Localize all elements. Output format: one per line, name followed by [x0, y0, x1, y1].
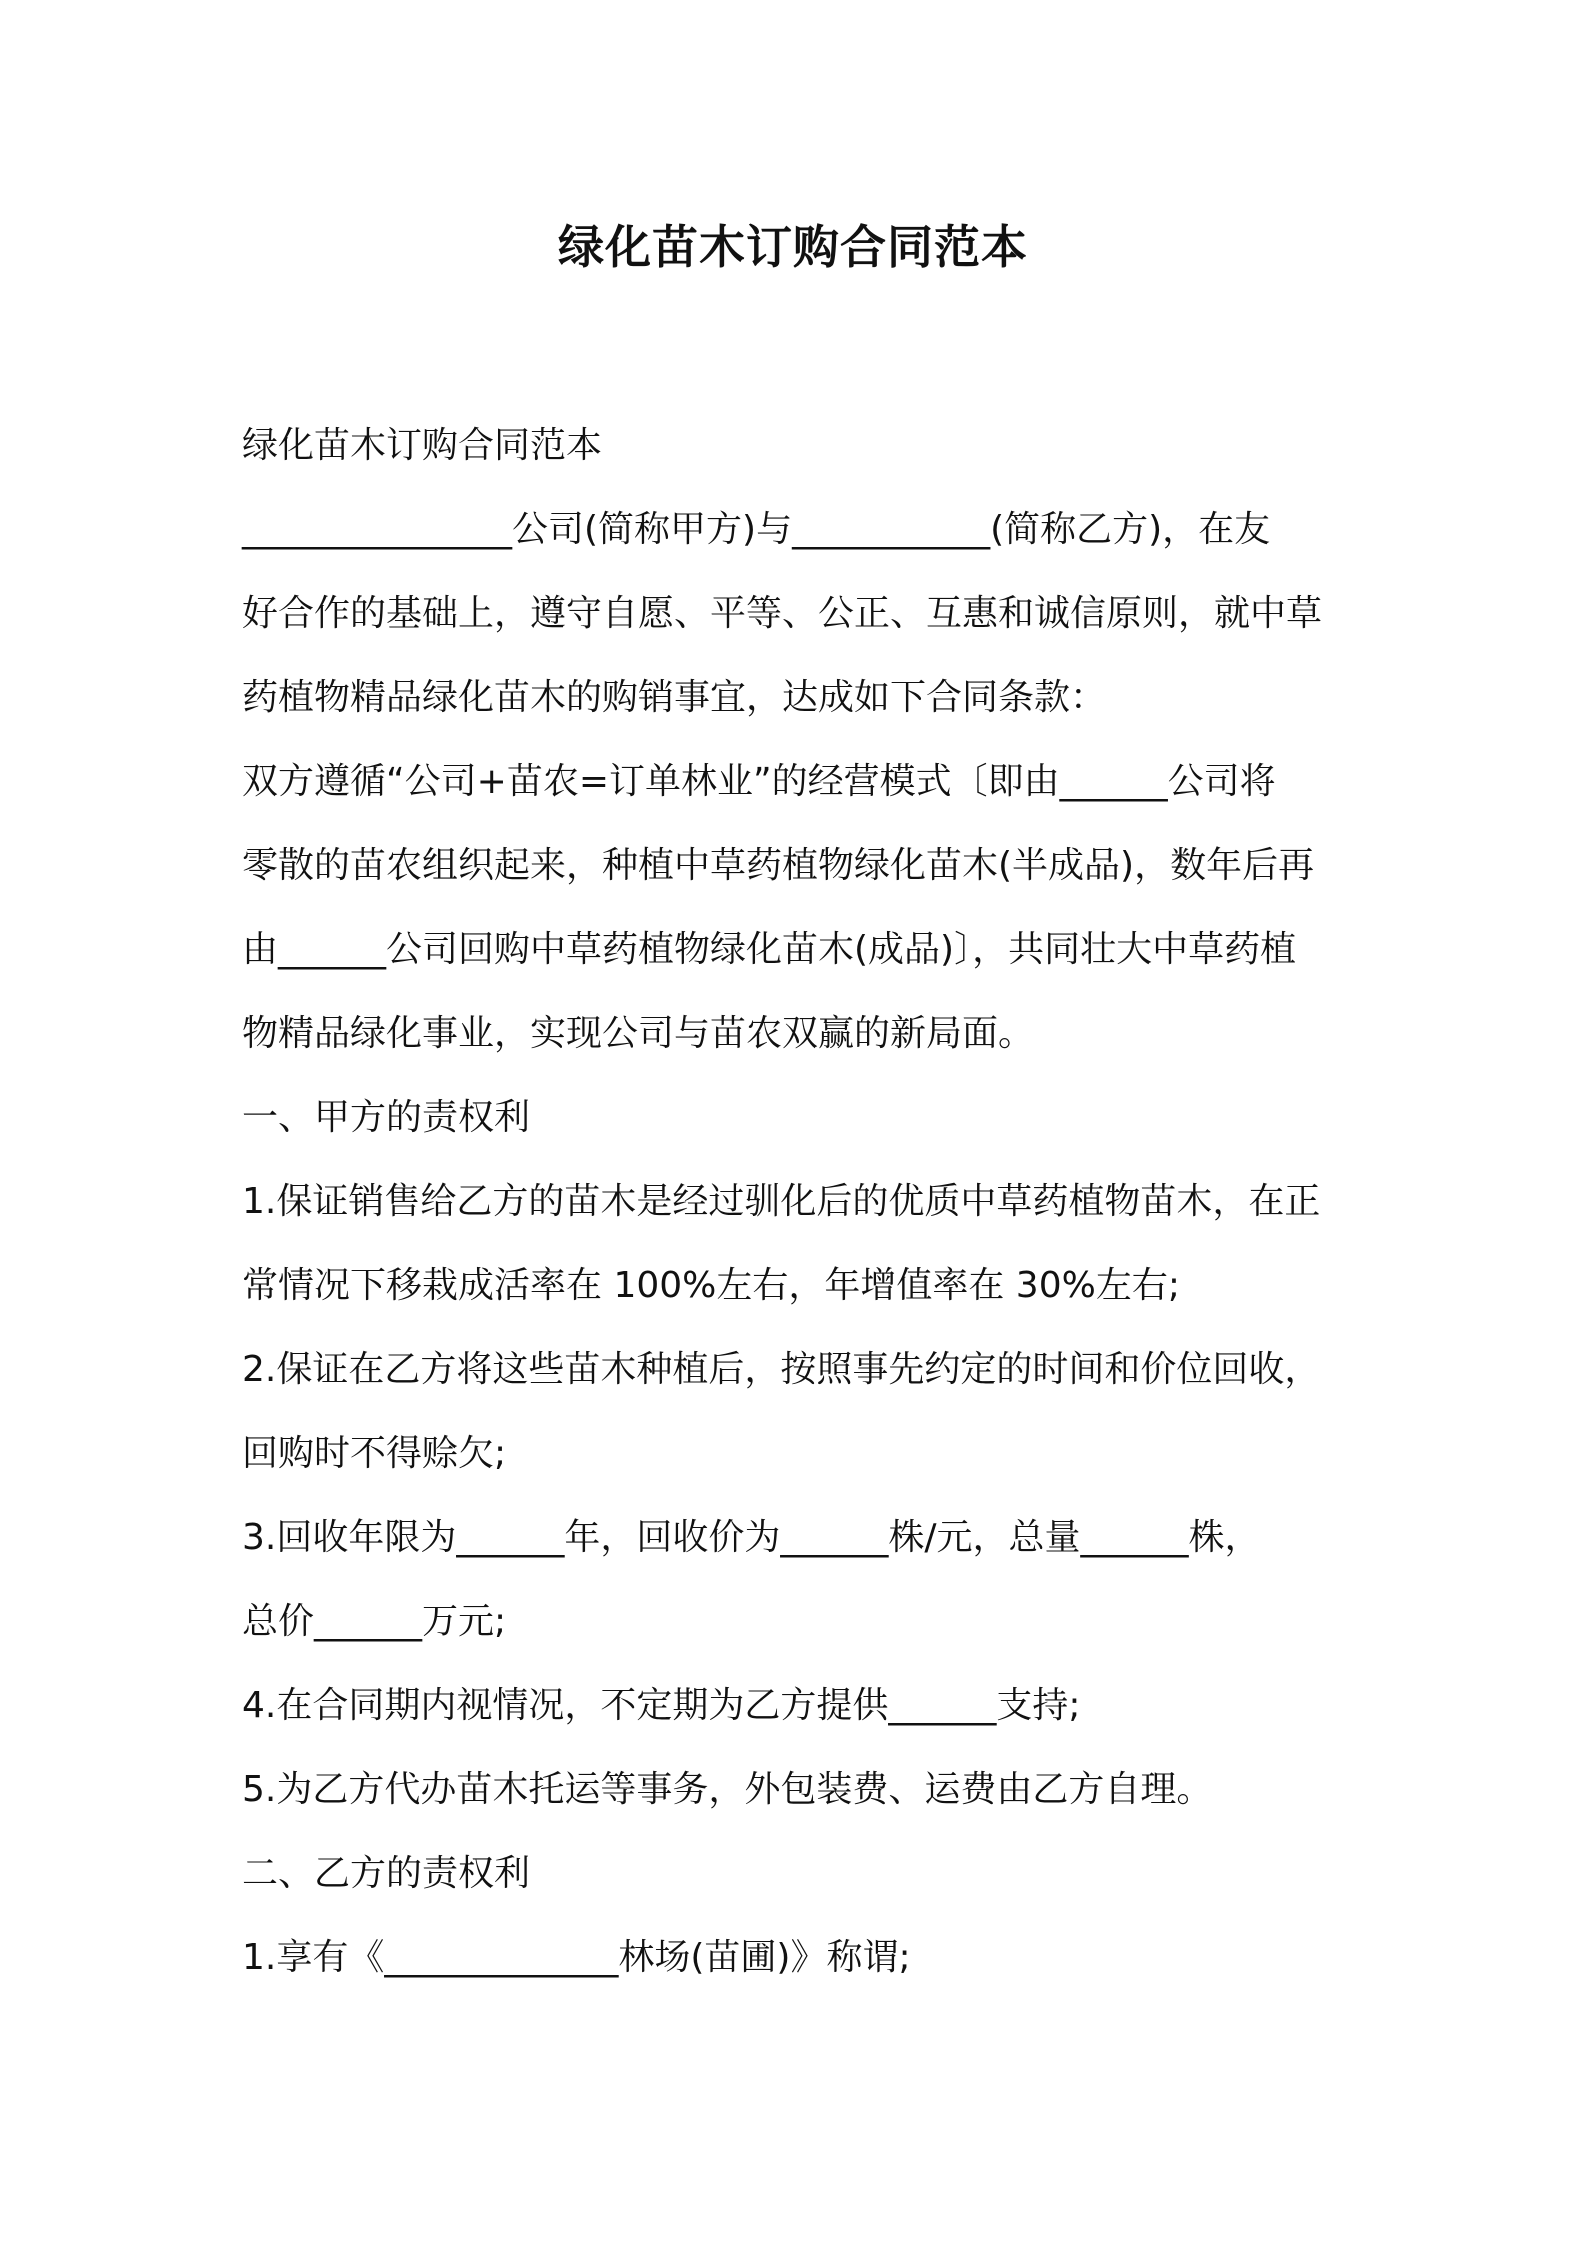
- body-line: 回购时不得赊欠;: [242, 1433, 507, 1474]
- body-line: 好合作的基础上，遵守自愿、平等、公正、互惠和诚信原则，就中草: [242, 593, 1323, 634]
- body-line: 4.在合同期内视情况，不定期为乙方提供______支持;: [242, 1685, 1081, 1726]
- body-line: 1.保证销售给乙方的苗木是经过驯化后的优质中草药植物苗木，在正: [242, 1181, 1321, 1222]
- body-line: 物精品绿化事业，实现公司与苗农双赢的新局面。: [242, 1013, 1035, 1054]
- body-line: _______________公司(简称甲方)与___________(简称乙方)，在友: [242, 509, 1271, 550]
- body-line: 药植物精品绿化苗木的购销事宜，达成如下合同条款：: [242, 677, 1107, 718]
- document-body: [242, 404, 1362, 2000]
- body-line: 由______公司回购中草药植物绿化苗木(成品)〕，共同壮大中草药植: [242, 929, 1297, 970]
- body-line: 常情况下移栽成活率在 100%左右，年增值率在 30%左右;: [242, 1265, 1180, 1306]
- body-line: 总价______万元;: [242, 1601, 507, 1642]
- body-line: 3.回收年限为______年，回收价为______株/元，总量______株，: [242, 1517, 1261, 1558]
- body-line: 1.享有《_____________林场(苗圃)》称谓;: [242, 1937, 911, 1978]
- body-line: 零散的苗农组织起来，种植中草药植物绿化苗木(半成品)，数年后再: [242, 845, 1315, 886]
- body-line: 绿化苗木订购合同范本: [242, 425, 603, 466]
- body-line: 双方遵循“公司+苗农=订单林业”的经营模式〔即由______公司将: [242, 761, 1276, 802]
- body-line: 5.为乙方代办苗木托运等事务，外包装费、运费由乙方自理。: [242, 1769, 1213, 1810]
- section-heading: 一、甲方的责权利: [242, 1097, 531, 1138]
- section-heading: 二、乙方的责权利: [242, 1853, 531, 1894]
- document-title: 绿化苗木订购合同范本: [558, 220, 1028, 274]
- body-line: 2.保证在乙方将这些苗木种植后，按照事先约定的时间和价位回收，: [242, 1349, 1321, 1390]
